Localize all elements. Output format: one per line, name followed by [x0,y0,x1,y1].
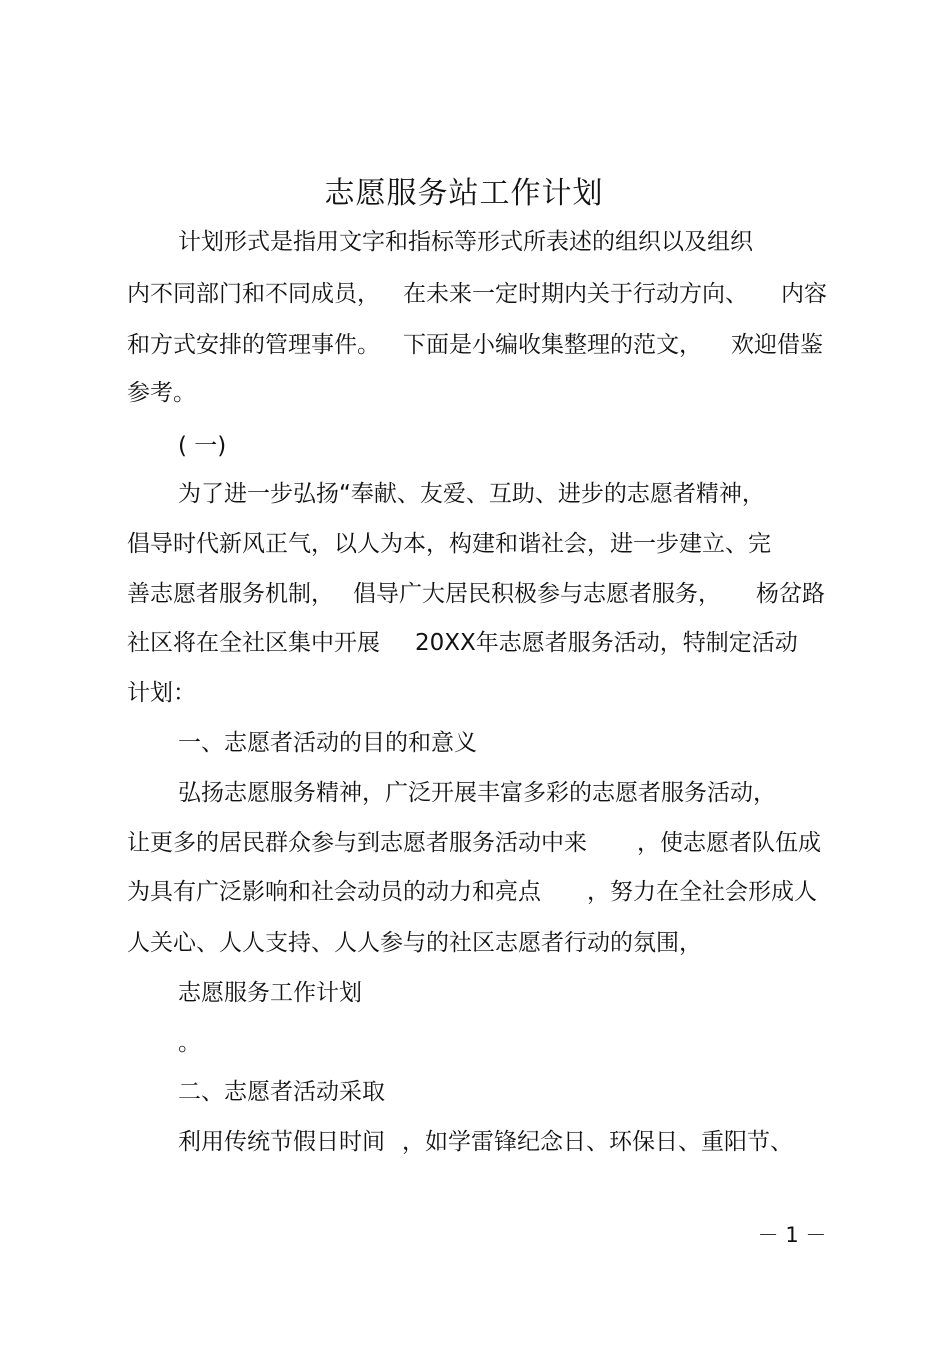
text-segment: ，如学雷锋纪念日、环保日、重阳节、 [402,1129,793,1155]
document-title: 志愿服务站工作计划 [324,176,604,211]
text-segment: 计划： [127,680,196,706]
text-segment: 倡导时代新风正气，以人为本，构建和谐社会，进一步建立、完 [127,531,771,557]
text-segment: 内容 [781,281,827,307]
text-segment: 倡导广大居民积极参与志愿者服务， [353,581,721,607]
text-segment: 二、志愿者活动采取 [178,1079,385,1105]
text-segment: 计划形式是指用文字和指标等形式所表述的组织以及组织 [178,229,753,255]
text-segment: 在未来一定时期内关于行动方向、 [403,281,748,307]
text-segment: 杨岔路 [756,581,825,607]
text-segment: 和方式安排的管理事件。 [127,332,380,358]
text-segment: ，使志愿者队伍成 [637,830,821,856]
text-segment: 参考。 [127,380,196,406]
text-segment: ( 一) [178,433,227,459]
text-segment: 内不同部门和不同成员， [127,281,380,307]
text-segment: 利用传统节假日时间 [178,1129,385,1155]
paragraph-line [127,278,837,310]
text-segment: 20XX年志愿者服务活动，特制定活动 [415,630,798,656]
text-segment: 让更多的居民群众参与到志愿者服务活动中来 [127,830,587,856]
text-segment: 人关心、人人支持、人人参与的社区志愿者行动的氛围， [127,930,702,956]
text-segment: 社区将在全社区集中开展 [127,630,380,656]
text-segment: 一、志愿者活动的目的和意义 [178,730,477,756]
text-segment: 志愿服务工作计划 [178,980,362,1006]
text-segment: 为了进一步弘扬“奉献、友爱、互助、进步的志愿者精神， [178,481,765,507]
text-segment: 为具有广泛影响和社会动员的动力和亮点 [127,879,541,905]
paragraph-line [127,627,837,659]
text-segment: 欢迎借鉴 [731,332,823,358]
page-number: － 1 － [757,1223,827,1247]
paragraph-line [127,329,837,361]
text-segment: 下面是小编收集整理的范文， [403,332,702,358]
text-segment: 弘扬志愿服务精神，广泛开展丰富多彩的志愿者服务活动， [178,780,776,806]
text-segment: 。 [178,1030,201,1056]
paragraph-line [127,876,837,908]
text-segment: ，努力在全社会形成人 [587,879,817,905]
paragraph-line [127,578,837,610]
paragraph-line [178,1126,818,1158]
paragraph-line [127,827,837,859]
text-segment: 善志愿者服务机制， [127,581,334,607]
